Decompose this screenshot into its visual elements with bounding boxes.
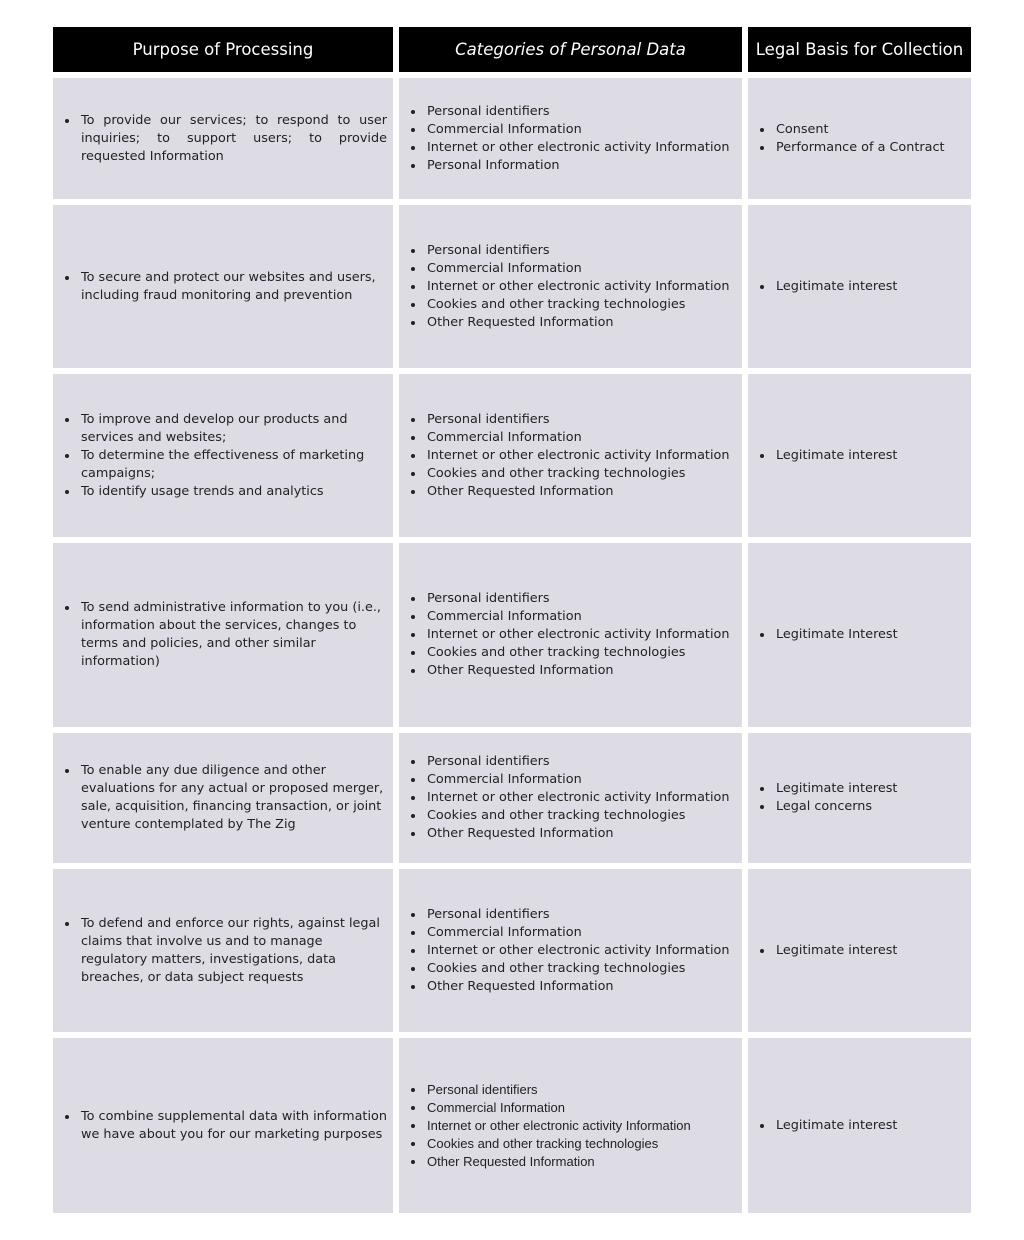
categories-list xyxy=(399,590,742,680)
row-1-categories-cell xyxy=(399,78,742,199)
purpose-list xyxy=(53,1108,393,1144)
row-7-legal-cell xyxy=(748,1038,971,1213)
list-item: Internet or other electronic activity Information xyxy=(399,139,742,157)
categories-list xyxy=(399,906,742,996)
row-4-categories-cell xyxy=(399,543,742,727)
row-2-purpose-cell xyxy=(53,205,393,368)
categories-list xyxy=(399,242,742,332)
purpose-list xyxy=(53,112,393,166)
categories-list xyxy=(399,103,742,175)
row-7-categories-cell xyxy=(399,1038,742,1213)
purpose-list xyxy=(53,269,393,305)
row-4-legal-cell xyxy=(748,543,971,727)
list-item: To send administrative information to you (i.e., information about the services, changes to terms and policies, and other similar information) xyxy=(53,599,393,671)
legal-list xyxy=(748,780,971,816)
list-item: Personal identifiers xyxy=(399,1081,742,1099)
categories-list xyxy=(399,753,742,843)
row-1-purpose-cell xyxy=(53,78,393,199)
list-item: Internet or other electronic activity Information xyxy=(399,447,742,465)
list-item: Cookies and other tracking technologies xyxy=(399,644,742,662)
row-7-purpose-cell xyxy=(53,1038,393,1213)
list-item: To enable any due diligence and other evaluations for any actual or proposed merger, sale, acquisition, financing transaction, or joint venture contemplated by The Zig xyxy=(53,762,393,834)
row-6-categories-cell xyxy=(399,869,742,1032)
row-3-legal-cell xyxy=(748,374,971,537)
row-5-legal-cell xyxy=(748,733,971,863)
legal-list xyxy=(748,1117,971,1135)
list-item: To provide our services; to respond to user inquiries; to support users; to provide requested Information xyxy=(53,112,393,166)
categories-list xyxy=(399,1081,742,1171)
list-item: Legitimate Interest xyxy=(748,626,971,644)
list-item: Personal Information xyxy=(399,157,742,175)
list-item: Performance of a Contract xyxy=(748,139,971,157)
list-item: Other Requested Information xyxy=(399,978,742,996)
list-item: Legitimate interest xyxy=(748,447,971,465)
list-item: To identify usage trends and analytics xyxy=(53,483,393,501)
list-item: Legitimate interest xyxy=(748,1117,971,1135)
list-item: Commercial Information xyxy=(399,608,742,626)
purpose-list xyxy=(53,599,393,671)
header-categories: Categories of Personal Data xyxy=(399,27,742,72)
list-item: Consent xyxy=(748,121,971,139)
list-item: Other Requested Information xyxy=(399,314,742,332)
list-item: Cookies and other tracking technologies xyxy=(399,960,742,978)
legal-list xyxy=(748,278,971,296)
list-item: Personal identifiers xyxy=(399,242,742,260)
list-item: Personal identifiers xyxy=(399,103,742,121)
list-item: Other Requested Information xyxy=(399,825,742,843)
legal-list xyxy=(748,942,971,960)
list-item: Commercial Information xyxy=(399,429,742,447)
header-legal-basis: Legal Basis for Collection xyxy=(748,27,971,72)
header-purpose: Purpose of Processing xyxy=(53,27,393,72)
purpose-list xyxy=(53,411,393,501)
row-6-legal-cell xyxy=(748,869,971,1032)
purpose-list xyxy=(53,762,393,834)
row-3-categories-cell xyxy=(399,374,742,537)
row-1-legal-cell xyxy=(748,78,971,199)
row-2-legal-cell xyxy=(748,205,971,368)
list-item: To determine the effectiveness of marketing campaigns; xyxy=(53,447,393,483)
list-item: Internet or other electronic activity Information xyxy=(399,1117,742,1135)
list-item: To secure and protect our websites and users, including fraud monitoring and prevention xyxy=(53,269,393,305)
list-item: Commercial Information xyxy=(399,924,742,942)
purpose-list xyxy=(53,915,393,987)
list-item: Commercial Information xyxy=(399,260,742,278)
legal-list xyxy=(748,626,971,644)
list-item: Personal identifiers xyxy=(399,906,742,924)
list-item: To improve and develop our products and services and websites; xyxy=(53,411,393,447)
row-3-purpose-cell xyxy=(53,374,393,537)
list-item: Personal identifiers xyxy=(399,590,742,608)
list-item: To defend and enforce our rights, against legal claims that involve us and to manage regulatory matters, investigations, data breaches, or data subject requests xyxy=(53,915,393,987)
legal-list xyxy=(748,447,971,465)
list-item: Other Requested Information xyxy=(399,662,742,680)
list-item: Cookies and other tracking technologies xyxy=(399,807,742,825)
list-item: Commercial Information xyxy=(399,771,742,789)
list-item: To combine supplemental data with information we have about you for our marketing purposes xyxy=(53,1108,393,1144)
list-item: Legitimate interest xyxy=(748,278,971,296)
list-item: Other Requested Information xyxy=(399,1153,742,1171)
categories-list xyxy=(399,411,742,501)
row-4-purpose-cell xyxy=(53,543,393,727)
row-2-categories-cell xyxy=(399,205,742,368)
list-item: Legitimate interest xyxy=(748,780,971,798)
list-item: Internet or other electronic activity Information xyxy=(399,789,742,807)
row-6-purpose-cell xyxy=(53,869,393,1032)
list-item: Legal concerns xyxy=(748,798,971,816)
list-item: Other Requested Information xyxy=(399,483,742,501)
list-item: Personal identifiers xyxy=(399,753,742,771)
list-item: Personal identifiers xyxy=(399,411,742,429)
row-5-purpose-cell xyxy=(53,733,393,863)
list-item: Cookies and other tracking technologies xyxy=(399,296,742,314)
list-item: Internet or other electronic activity Information xyxy=(399,942,742,960)
row-5-categories-cell xyxy=(399,733,742,863)
list-item: Commercial Information xyxy=(399,121,742,139)
list-item: Cookies and other tracking technologies xyxy=(399,465,742,483)
legal-list xyxy=(748,121,971,157)
list-item: Internet or other electronic activity Information xyxy=(399,626,742,644)
list-item: Internet or other electronic activity Information xyxy=(399,278,742,296)
list-item: Legitimate interest xyxy=(748,942,971,960)
list-item: Commercial Information xyxy=(399,1099,742,1117)
list-item: Cookies and other tracking technologies xyxy=(399,1135,742,1153)
